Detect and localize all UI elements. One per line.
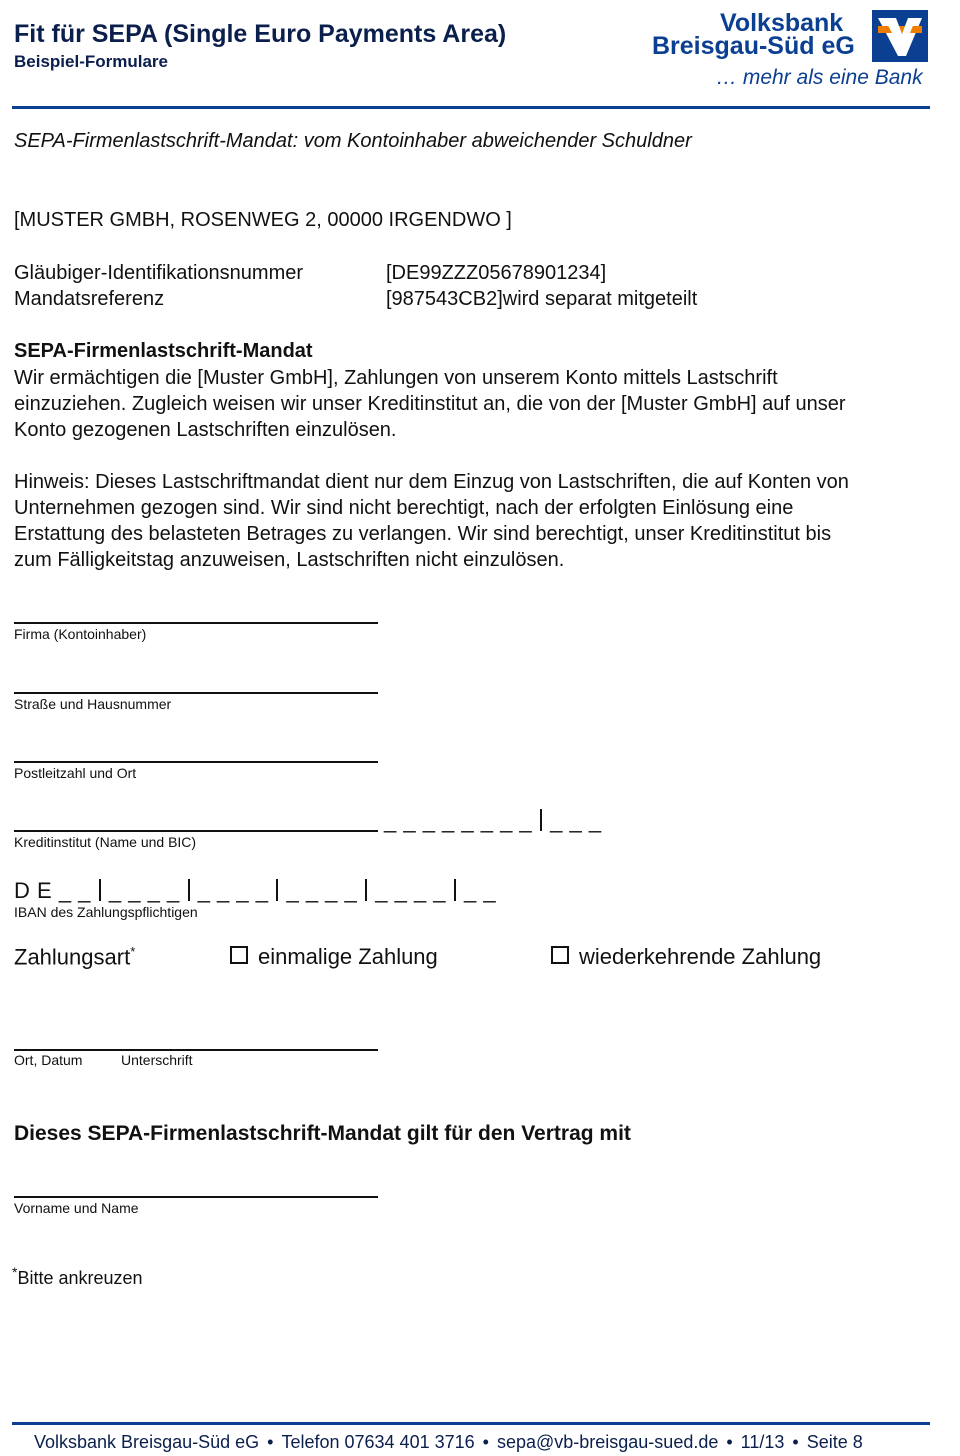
payment-type-marker: * xyxy=(130,944,136,959)
iban-field[interactable] xyxy=(14,878,496,904)
signature-label: Unterschrift xyxy=(121,1052,193,1068)
option-recurring[interactable] xyxy=(551,944,821,970)
option-once[interactable] xyxy=(230,944,438,970)
header-divider xyxy=(12,106,930,109)
footer-edition: 11/13 xyxy=(740,1432,785,1452)
bank-logo xyxy=(650,4,932,114)
iban-blanks: _ _ _ _ xyxy=(286,878,358,903)
footer-divider xyxy=(12,1422,930,1425)
street-label: Straße und Hausnummer xyxy=(14,696,172,712)
contract-heading: Dieses SEPA-Firmenlastschrift-Mandat gilt für den Vertrag mit xyxy=(14,1122,631,1145)
iban-blanks: _ _ _ _ xyxy=(108,878,180,903)
page-subtitle: Beispiel-Formulare xyxy=(14,52,168,71)
footer-email[interactable]: sepa@vb-breisgau-sued.de xyxy=(496,1432,719,1452)
creditor-id-value: [DE99ZZZ05678901234] xyxy=(386,262,607,284)
paragraph-line: Wir ermächtigen die [Muster GmbH], Zahlungen von unserem Konto mittels Lastschrift xyxy=(14,367,778,389)
checkbox-recurring[interactable] xyxy=(551,946,569,964)
bullet-icon: • xyxy=(482,1432,489,1452)
zip-city-input-line[interactable] xyxy=(14,761,378,763)
separator xyxy=(365,879,367,901)
separator xyxy=(540,809,542,831)
authorization-paragraph xyxy=(14,365,960,443)
iban-blanks: _ _ _ _ xyxy=(375,878,447,903)
separator xyxy=(276,879,278,901)
iban-blanks: _ _ _ _ xyxy=(197,878,269,903)
bank-name-line2: Breisgau-Süd eG xyxy=(652,32,855,60)
footnote-marker: * xyxy=(12,1264,18,1280)
mandate-ref-label: Mandatsreferenz xyxy=(14,288,165,310)
footer xyxy=(34,1432,863,1453)
paragraph-line: Erstattung des belasteten Betrages zu verlangen. Wir sind berechtigt, unser Kreditinstitut bis xyxy=(14,523,832,545)
company-label: Firma (Kontoinhaber) xyxy=(14,626,147,642)
bullet-icon: • xyxy=(267,1432,274,1452)
place-date-label: Ort, Datum xyxy=(14,1052,83,1068)
paragraph-line: Hinweis: Dieses Lastschriftmandat dient nur dem Einzug von Lastschriften, die auf Konten von xyxy=(14,471,849,493)
notice-paragraph xyxy=(14,469,960,573)
creditor-address: [MUSTER GMBH, ROSENWEG 2, 00000 IRGENDWO ] xyxy=(14,209,512,231)
paragraph-line: zum Fälligkeitstag anzuweisen, Lastschriften nicht einzulösen. xyxy=(14,549,565,571)
bank-name-input-line[interactable] xyxy=(14,830,378,832)
street-input-line[interactable] xyxy=(14,692,378,694)
separator xyxy=(99,879,101,901)
paragraph-line: einzuziehen. Zugleich weisen wir unser Kreditinstitut an, die von der [Muster GmbH] auf unser xyxy=(14,393,846,415)
iban-label: IBAN des Zahlungspflichtigen xyxy=(14,904,198,920)
bic-blanks: _ _ _ xyxy=(550,808,602,833)
footer-bank: Volksbank Breisgau-Süd eG xyxy=(34,1432,260,1452)
company-input-line[interactable] xyxy=(14,622,378,624)
option-once-label: einmalige Zahlung xyxy=(258,944,438,969)
creditor-id-label: Gläubiger-Identifikationsnummer xyxy=(14,262,304,284)
name-label: Vorname und Name xyxy=(14,1200,139,1216)
signature-input-line[interactable] xyxy=(14,1049,378,1051)
separator xyxy=(188,879,190,901)
bank-label: Kreditinstitut (Name und BIC) xyxy=(14,834,197,850)
page-title: Fit für SEPA (Single Euro Payments Area) xyxy=(14,20,507,48)
bic-blanks: _ _ _ _ _ _ _ _ xyxy=(384,808,533,833)
separator xyxy=(454,879,456,901)
bank-name-line1: Volksbank xyxy=(720,9,844,37)
paragraph-line: Konto gezogenen Lastschriften einzulösen. xyxy=(14,419,397,441)
name-input-line[interactable] xyxy=(14,1196,378,1198)
footnote-text: Bitte ankreuzen xyxy=(17,1268,143,1288)
payment-type-text: Zahlungsart xyxy=(14,944,131,970)
bullet-icon: • xyxy=(792,1432,799,1452)
payment-type-label xyxy=(14,944,135,970)
mandate-title: SEPA-Firmenlastschrift-Mandat xyxy=(14,340,313,362)
option-recurring-label: wiederkehrende Zahlung xyxy=(579,944,822,969)
bullet-icon: • xyxy=(726,1432,733,1452)
checkbox-once[interactable] xyxy=(230,946,248,964)
bic-field[interactable] xyxy=(384,808,602,834)
paragraph-line: Unternehmen gezogen sind. Wir sind nicht berechtigt, nach der erfolgten Einlösung eine xyxy=(14,497,794,519)
mandate-ref-value: [987543CB2]wird separat mitgeteilt xyxy=(386,288,698,310)
volksbank-logo-icon xyxy=(872,10,928,62)
zip-city-label: Postleitzahl und Ort xyxy=(14,765,137,781)
bank-slogan: … mehr als eine Bank xyxy=(716,66,923,89)
footer-phone: Telefon 07634 401 3716 xyxy=(281,1432,475,1452)
iban-blanks: _ _ xyxy=(464,878,497,903)
footnote xyxy=(12,1264,143,1289)
iban-blanks: _ _ xyxy=(58,878,91,903)
footer-page: Seite 8 xyxy=(806,1432,863,1452)
iban-prefix: D E xyxy=(14,878,53,903)
document-heading: SEPA-Firmenlastschrift-Mandat: vom Kontoinhaber abweichender Schuldner xyxy=(14,130,692,152)
